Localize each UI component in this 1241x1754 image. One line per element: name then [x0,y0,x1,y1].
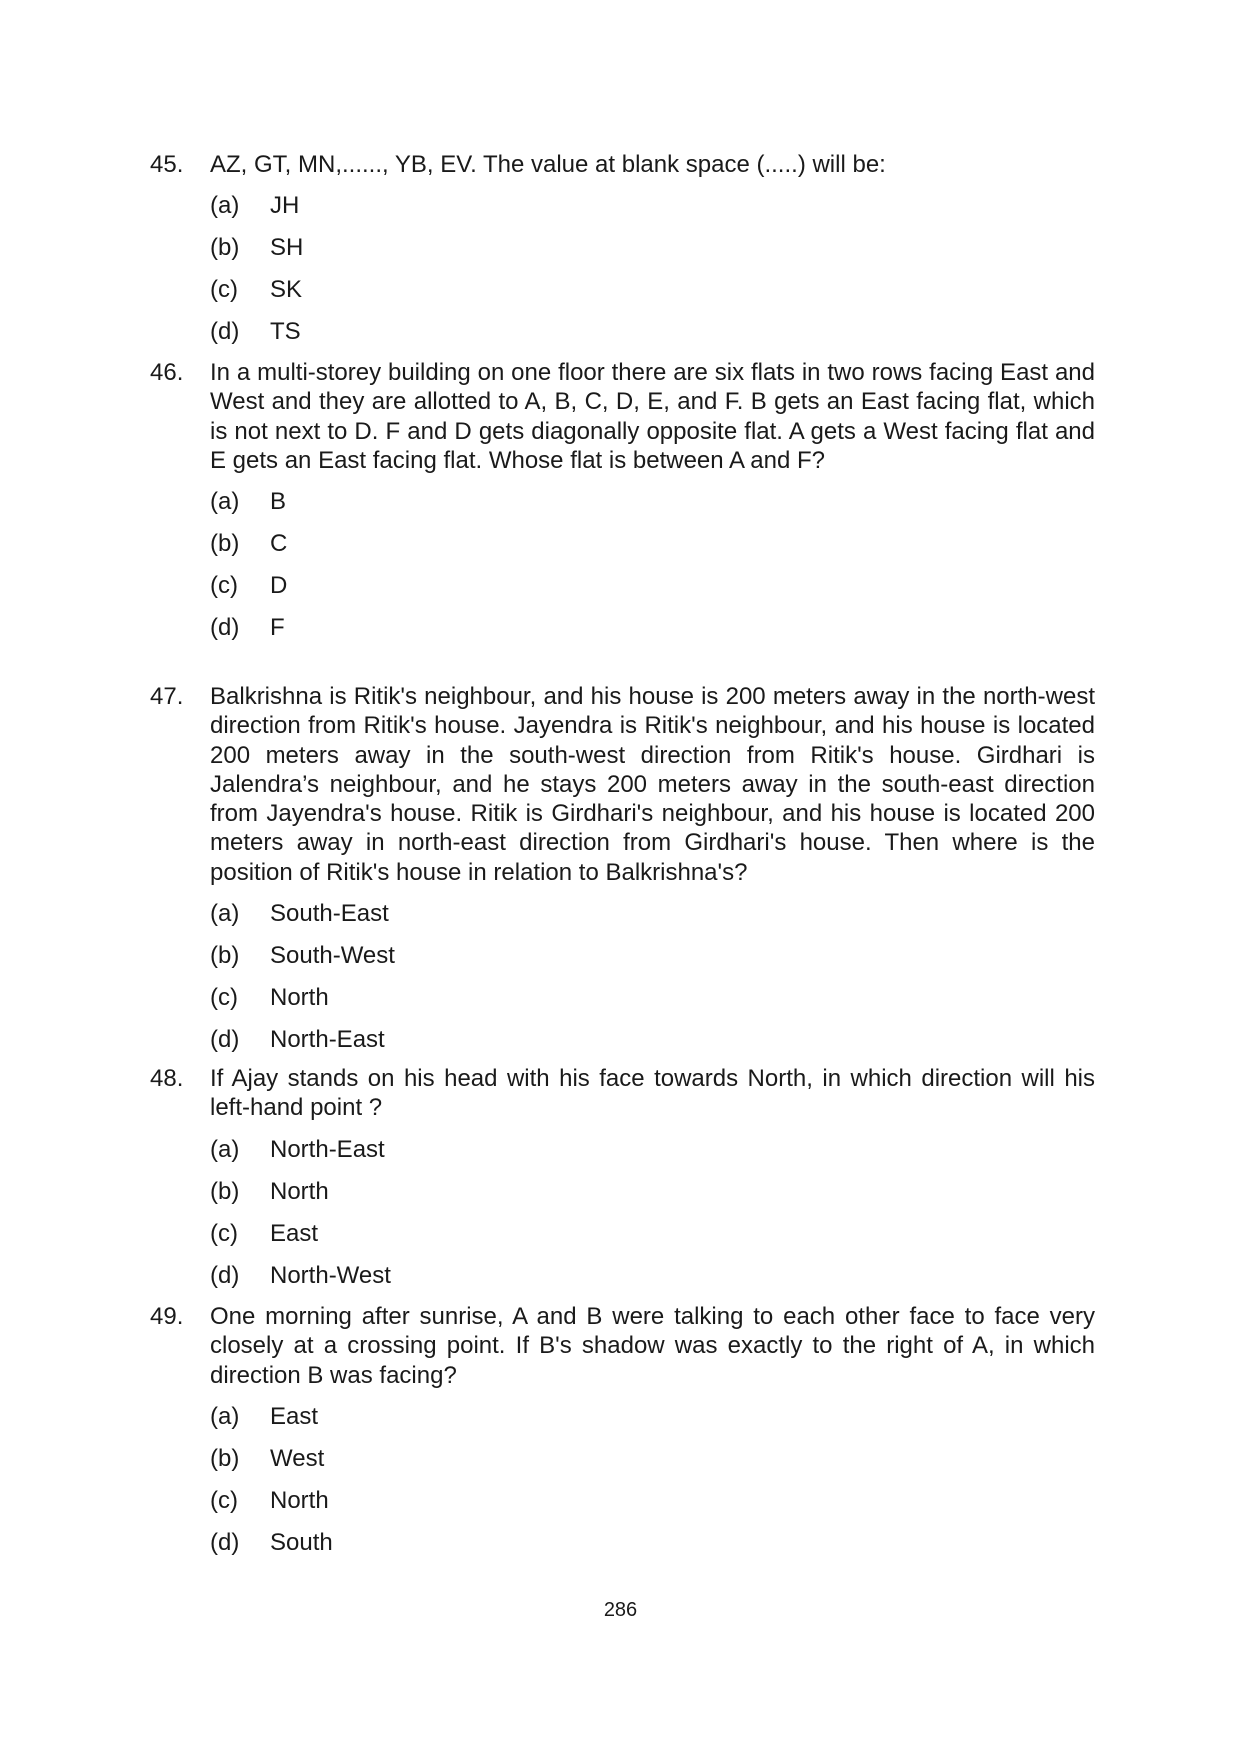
option-label: (d) [210,1528,240,1556]
option-c [210,1219,1095,1261]
question-48 [150,1064,1095,1303]
option-text: JH [270,192,300,220]
option-b [210,233,1095,275]
options-list [210,899,1095,1067]
option-label: (c) [210,572,238,600]
option-label: (b) [210,530,240,558]
option-label: (d) [210,318,240,346]
option-text: North-West [270,1261,391,1289]
option-label: (c) [210,1219,238,1247]
option-text: C [270,530,288,558]
question-number: 47. [150,683,184,710]
question-text: In a multi-storey building on one floor there are six flats in two rows facing East and West and they are allotted to A, B, C, D, E, and F. B gets an East facing flat, which is not next to D. F and D gets diagonally opposite flat. A gets a West facing flat and E gets an East facing flat. Whose flat is between A and F? [210,359,1095,474]
question-number: 49. [150,1303,184,1330]
option-d [210,613,1095,655]
option-a [210,1402,1095,1444]
option-c [210,1486,1095,1528]
option-label: (b) [210,234,240,262]
option-b [210,1444,1095,1486]
option-label: (d) [210,614,240,642]
option-text: South-West [270,942,395,970]
option-label: (c) [210,984,238,1012]
option-c [210,571,1095,613]
option-label: (c) [210,276,238,304]
option-label: (a) [210,488,240,516]
option-d [210,317,1095,359]
option-text: South [270,1528,333,1556]
option-text: North [270,984,329,1012]
question-text: One morning after sunrise, A and B were talking to each other face to face very closely at a crossing point. If B's shadow was exactly to the right of A, in which direction B was facing? [210,1303,1095,1389]
option-label: (a) [210,1135,240,1163]
option-label: (d) [210,1026,240,1054]
question-47 [150,682,1095,1067]
option-label: (a) [210,192,240,220]
option-label: (d) [210,1261,240,1289]
question-number: 48. [150,1065,184,1092]
option-a [210,191,1095,233]
options-list [210,1402,1095,1570]
question-text: Balkrishna is Ritik's neighbour, and his house is 200 meters away in the north-west direction from Ritik's house. Jayendra is Ritik's neighbour, and his house is located 200 meters away in the south-west direction from Ritik's house. Girdhari is Jalendra’s neighbour, and he stays 200 meters away in the south-east direction from Jayendra's house. Ritik is Girdhari's neighbour, and his house is located 200 meters away in north-east direction from Girdhari's house. Then where is the position of Ritik's house in relation to Balkrishna's? [210,683,1095,886]
option-text: TS [270,318,301,346]
option-text: F [270,614,285,642]
option-text: North-East [270,1026,385,1054]
option-text: South-East [270,900,389,928]
option-text: North [270,1177,329,1205]
page-number: 286 [603,1599,638,1621]
question-number: 45. [150,151,184,178]
option-a [210,1135,1095,1177]
options-list [210,191,1095,359]
option-d [210,1025,1095,1067]
option-label: (a) [210,1402,240,1430]
option-label: (a) [210,900,240,928]
option-text: East [270,1219,319,1247]
option-b [210,1177,1095,1219]
question-number: 46. [150,359,184,386]
option-c [210,983,1095,1025]
option-text: East [270,1402,319,1430]
option-b [210,941,1095,983]
question-text: If Ajay stands on his head with his face towards North, in which direction will his left-hand point ? [210,1065,1095,1122]
option-text: West [270,1444,325,1472]
option-a [210,899,1095,941]
option-d [210,1261,1095,1303]
option-text: SK [270,276,303,304]
option-text: SH [270,234,304,262]
question-45 [150,150,1095,359]
option-d [210,1528,1095,1570]
option-text: D [270,572,288,600]
option-label: (b) [210,942,240,970]
option-text: North [270,1486,329,1514]
question-49 [150,1302,1095,1570]
option-label: (c) [210,1486,238,1514]
option-a [210,487,1095,529]
option-b [210,529,1095,571]
question-text: AZ, GT, MN,......, YB, EV. The value at blank space (.....) will be: [210,151,886,178]
option-text: North-East [270,1135,385,1163]
option-label: (b) [210,1444,240,1472]
option-text: B [270,488,287,516]
option-c [210,275,1095,317]
options-list [210,487,1095,655]
options-list [210,1135,1095,1303]
question-46 [150,358,1095,655]
option-label: (b) [210,1177,240,1205]
